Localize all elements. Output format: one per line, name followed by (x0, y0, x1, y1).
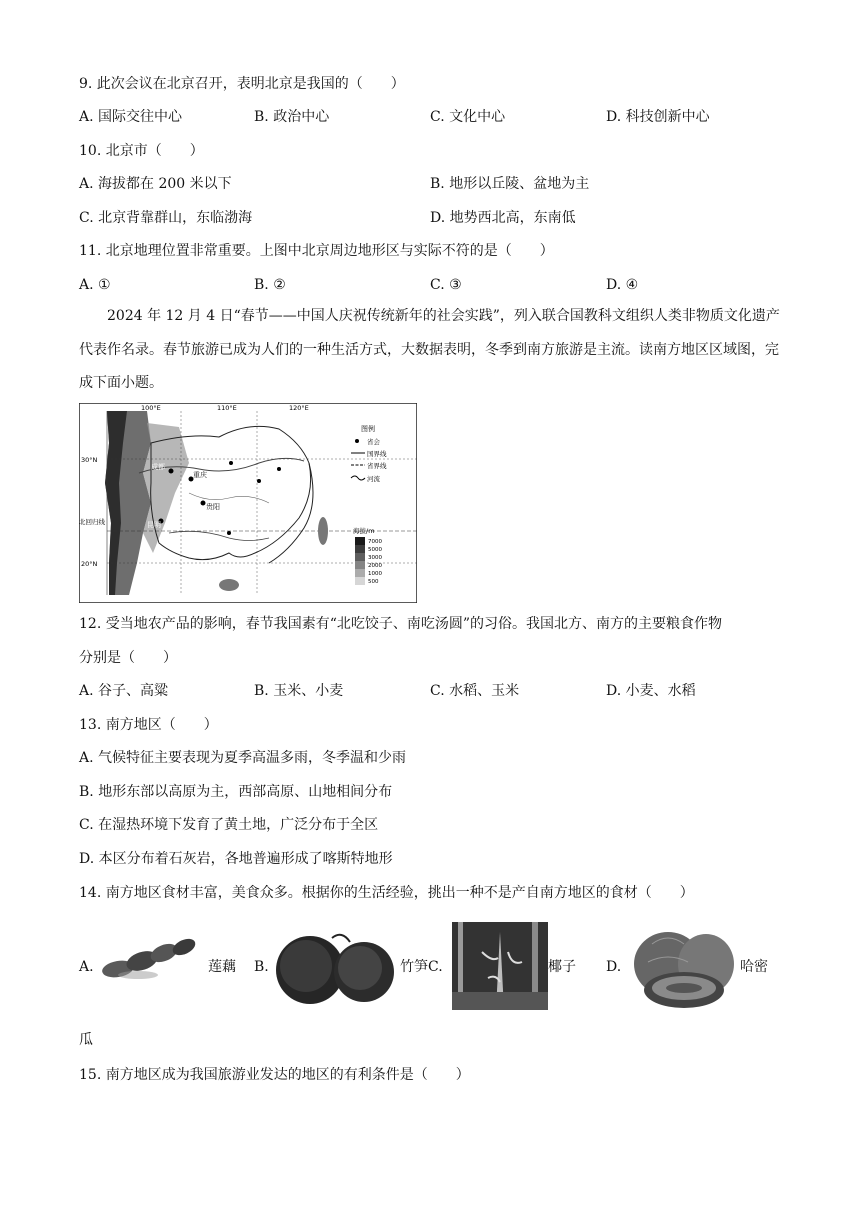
legend-title: 图例 (361, 425, 375, 433)
q13-stem: 13. 南方地区（ ） (79, 717, 218, 733)
q9-option-a[interactable]: A. 国际交往中心 (79, 109, 183, 125)
bamboo-shoot-image (272, 926, 400, 1012)
legend-capital: 省会 (367, 438, 380, 446)
elev-2000: 2000 (368, 563, 382, 569)
q9-option-c[interactable]: C. 文化中心 (430, 109, 506, 125)
map-city-kunming: 昆明 (147, 521, 161, 529)
map-lon-100: 100°E (141, 404, 161, 412)
legend-river: 河流 (367, 475, 380, 483)
q11-option-b[interactable]: B. ② (254, 277, 286, 293)
lotus-root-image (98, 935, 206, 981)
q12-option-d[interactable]: D. 小麦、水稻 (606, 683, 696, 699)
elev-1000: 1000 (368, 571, 382, 577)
q9-option-b[interactable]: B. 政治中心 (254, 109, 330, 125)
south-china-map (79, 403, 417, 603)
q10-option-b[interactable]: B. 地形以丘陵、盆地为主 (430, 176, 590, 192)
q14-option-d-letter[interactable]: D. (606, 959, 622, 975)
q15-stem: 15. 南方地区成为我国旅游业发达的地区的有利条件是（ ） (79, 1067, 470, 1083)
q13-option-c[interactable]: C. 在湿热环境下发育了黄土地，广泛分布于全区 (79, 817, 379, 833)
q14-option-a-letter[interactable]: A. (79, 959, 94, 975)
q12-option-c[interactable]: C. 水稻、玉米 (430, 683, 520, 699)
q11-stem: 11. 北京地理位置非常重要。上图中北京周边地形区与实际不符的是（ ） (79, 243, 554, 259)
map-lon-110: 110°E (217, 404, 237, 412)
q12-option-a[interactable]: A. 谷子、高粱 (79, 683, 169, 699)
q9-option-d[interactable]: D. 科技创新中心 (606, 109, 710, 125)
q12-option-b[interactable]: B. 玉米、小麦 (254, 683, 344, 699)
q14-option-b-letter[interactable]: B. (254, 959, 269, 975)
q14-stem: 14. 南方地区食材丰富，美食众多。根据你的生活经验，挑出一种不是产自南方地区的食材（ ） (79, 885, 694, 901)
q14-option-b-name: 竹笋 (400, 959, 428, 975)
q14-option-a-name: 莲藕 (208, 959, 236, 975)
q11-option-d[interactable]: D. ④ (606, 277, 639, 293)
map-city-chengdu: 成都 (151, 463, 165, 471)
elev-5000: 5000 (368, 547, 382, 553)
map-lat-tropic: 北回归线 (79, 518, 105, 526)
legend-national-border: 国界线 (367, 450, 387, 458)
passage: 2024 年 12 月 4 日“春节——中国人庆祝传统新年的社会实践”，列入联合国教科文组织人类非物质文化遗产代表作名录。春节旅游已成为人们的一种生活方式，大数据表明，冬季到南方旅游是主流。读南方地区区域图，完成下面小题。 (79, 308, 780, 391)
elev-title: 海拔/m (353, 527, 375, 535)
q12-stem-line1: 12. 受当地农产品的影响，春节我国素有“北吃饺子、南吃汤圆”的习俗。我国北方、南方的主要粮食作物 (79, 616, 723, 632)
elev-7000: 7000 (368, 539, 382, 545)
map-lon-120: 120°E (289, 404, 309, 412)
q14-option-d-name-wrap: 瓜 (79, 1032, 93, 1048)
q14-option-c-letter[interactable]: C. (428, 959, 443, 975)
map-lat-20: 20°N (81, 560, 98, 568)
q10-option-d[interactable]: D. 地势西北高，东南低 (430, 210, 576, 226)
map-lat-30: 30°N (81, 456, 98, 464)
legend-province-border: 省界线 (367, 462, 387, 470)
q11-option-a[interactable]: A. ① (79, 277, 111, 293)
q14-option-d-name: 哈密 (740, 959, 768, 975)
q13-option-a[interactable]: A. 气候特征主要表现为夏季高温多雨，冬季温和少雨 (79, 750, 407, 766)
q10-option-a[interactable]: A. 海拔都在 200 米以下 (79, 176, 232, 192)
q11-option-c[interactable]: C. ③ (430, 277, 462, 293)
hami-melon-image (628, 928, 738, 1014)
q13-option-b[interactable]: B. 地形东部以高原为主，西部高原、山地相间分布 (79, 784, 393, 800)
q12-stem-line2: 分别是（ ） (79, 650, 177, 666)
map-city-chongqing: 重庆 (193, 471, 207, 479)
coconut-image (452, 922, 548, 1010)
elev-3000: 3000 (368, 555, 382, 561)
elev-500: 500 (368, 579, 379, 585)
q10-stem: 10. 北京市（ ） (79, 143, 204, 159)
q10-option-c[interactable]: C. 北京背靠群山，东临渤海 (79, 210, 253, 226)
q14-option-c-name: 椰子 (548, 959, 576, 975)
q13-option-d[interactable]: D. 本区分布着石灰岩，各地普遍形成了喀斯特地形 (79, 851, 393, 867)
q9-stem: 9. 此次会议在北京召开，表明北京是我国的（ ） (79, 76, 405, 92)
map-city-guiyang: 贵阳 (206, 503, 220, 511)
